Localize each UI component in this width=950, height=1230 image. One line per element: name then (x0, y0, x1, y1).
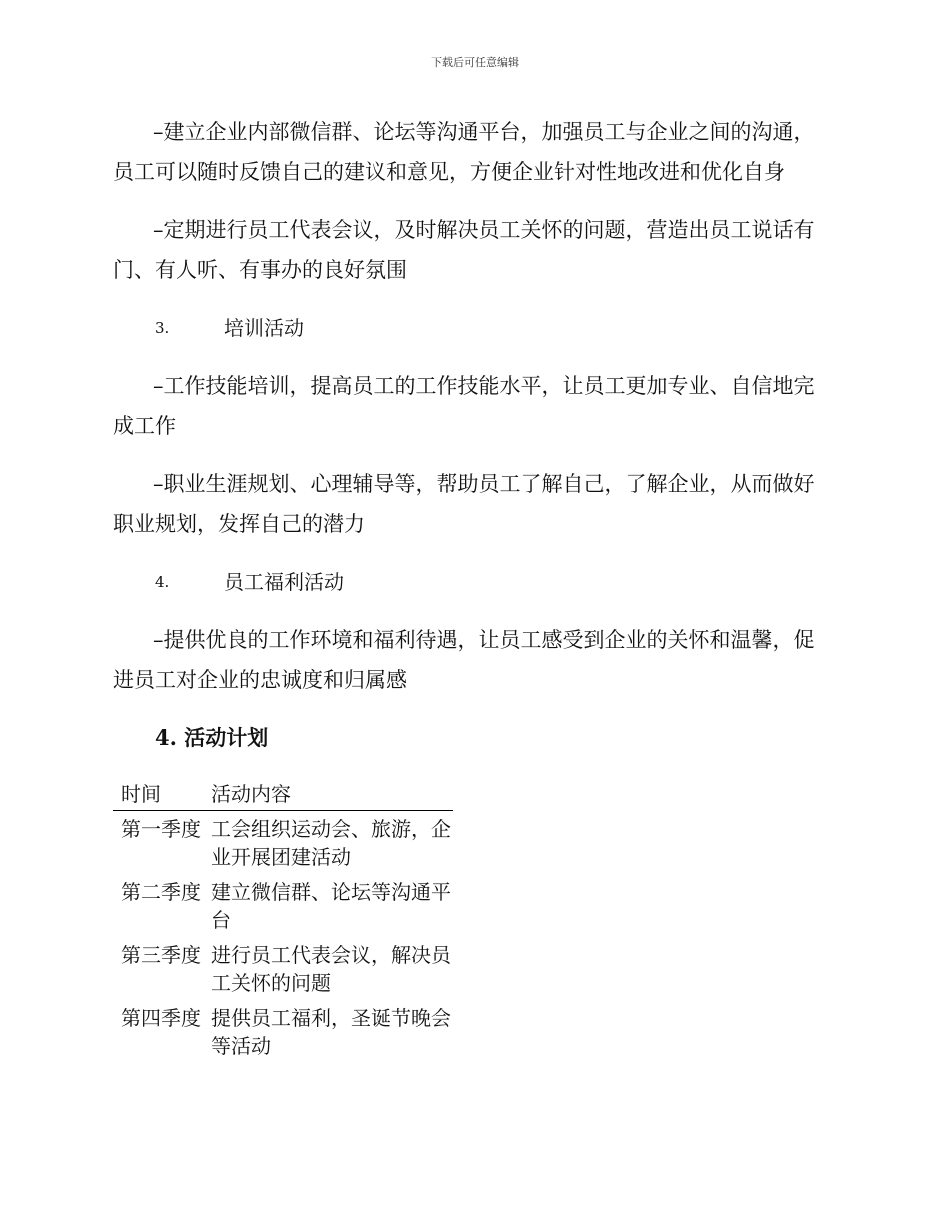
paragraph: –建立企业内部微信群、论坛等沟通平台，加强员工与企业之间的沟通，员工可以随时反馈自己的建议和意见，方便企业针对性地改进和优化自身 (113, 120, 815, 184)
paragraph: –工作技能培训，提高员工的工作技能水平，让员工更加专业、自信地完成工作 (113, 374, 815, 438)
page-header: 下载后可任意编辑 (431, 56, 519, 69)
list-title: 培训活动 (224, 316, 304, 340)
activity-plan-table (113, 780, 453, 1063)
table-row (113, 874, 453, 937)
list-heading-benefits (113, 562, 833, 602)
table-row (113, 937, 453, 1000)
paragraph: –定期进行员工代表会议，及时解决员工关怀的问题，营造出员工说话有门、有人听、有事办的良好氛围 (113, 218, 815, 282)
list-number: 3. (155, 319, 170, 337)
table-cell-time: 第三季度 (121, 943, 201, 967)
paragraph: –提供优良的工作环境和福利待遇，让员工感受到企业的关怀和温馨，促进员工对企业的忠诚度和归属感 (113, 628, 815, 692)
table-cell-content: 工会组织运动会、旅游，企业开展团建活动 (211, 817, 451, 869)
list-title: 员工福利活动 (224, 570, 344, 594)
table-cell-time: 第四季度 (121, 1006, 201, 1030)
table-row (113, 1000, 453, 1063)
table-cell-time: 第一季度 (121, 817, 201, 841)
table-cell-time: 第二季度 (121, 880, 201, 904)
column-header-time: 时间 (113, 780, 203, 811)
paragraph: –职业生涯规划、心理辅导等，帮助员工了解自己，了解企业，从而做好职业规划，发挥自己的潜力 (113, 472, 815, 536)
table-row (113, 811, 453, 875)
list-heading-training (113, 308, 833, 348)
table-header-row (113, 780, 453, 811)
document-body (113, 112, 833, 1063)
section-title: 4. 活动计划 (155, 725, 269, 750)
table-cell-content: 提供员工福利，圣诞节晚会等活动 (211, 1006, 451, 1058)
list-number: 4. (155, 573, 170, 591)
table-cell-content: 建立微信群、论坛等沟通平台 (211, 880, 451, 932)
table-cell-content: 进行员工代表会议，解决员工关怀的问题 (211, 943, 451, 995)
column-header-content: 活动内容 (203, 780, 453, 811)
